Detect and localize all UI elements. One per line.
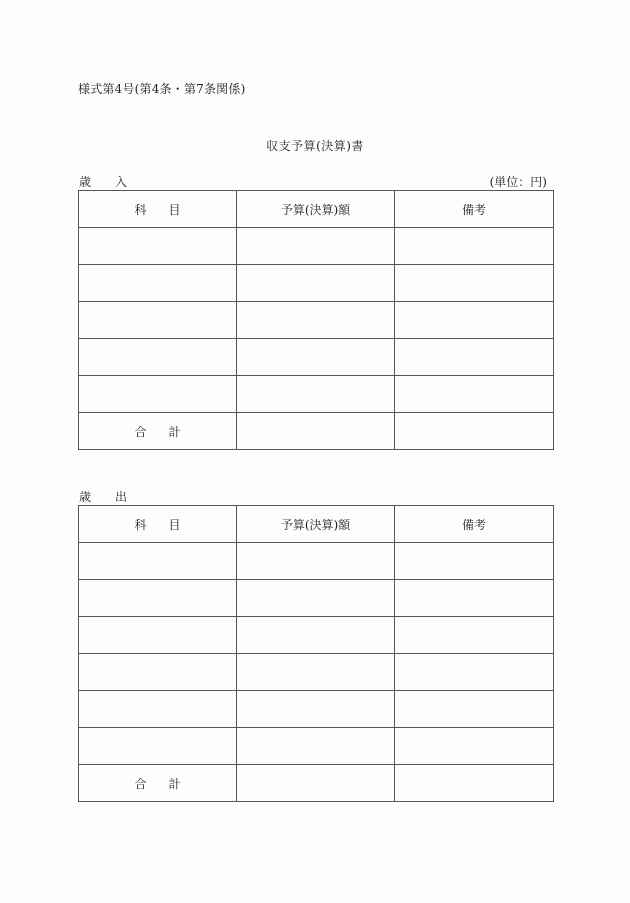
total-amount-cell[interactable] (237, 765, 395, 802)
expense-table (78, 505, 554, 802)
expense-label-part-1: 歳 (79, 490, 92, 504)
header-remarks: 備考 (395, 506, 554, 543)
amount-cell[interactable] (237, 339, 395, 376)
table-row (79, 728, 554, 765)
remarks-cell[interactable] (395, 691, 554, 728)
amount-cell[interactable] (237, 691, 395, 728)
remarks-cell[interactable] (395, 654, 554, 691)
remarks-cell[interactable] (395, 580, 554, 617)
amount-cell[interactable] (237, 617, 395, 654)
header-amount: 予算(決算)額 (237, 506, 395, 543)
table-row (79, 617, 554, 654)
header-item: 科 目 (79, 506, 237, 543)
item-cell[interactable] (79, 302, 237, 339)
item-cell[interactable] (79, 339, 237, 376)
item-cell[interactable] (79, 617, 237, 654)
item-cell[interactable] (79, 580, 237, 617)
table-row (79, 265, 554, 302)
table-row (79, 376, 554, 413)
total-remarks-cell[interactable] (395, 765, 554, 802)
income-header-row (79, 191, 554, 228)
total-remarks-cell[interactable] (395, 413, 554, 450)
expense-label-part-2: 出 (115, 490, 128, 504)
item-cell[interactable] (79, 228, 237, 265)
header-remarks: 備考 (395, 191, 554, 228)
amount-cell[interactable] (237, 228, 395, 265)
income-section-label (79, 173, 127, 190)
document-title: 収支予算(決算)書 (266, 139, 364, 153)
total-label: 合 計 (79, 413, 237, 450)
expense-total-row (79, 765, 554, 802)
remarks-cell[interactable] (395, 376, 554, 413)
remarks-cell[interactable] (395, 265, 554, 302)
table-row (79, 654, 554, 691)
total-amount-cell[interactable] (237, 413, 395, 450)
table-row (79, 691, 554, 728)
item-cell[interactable] (79, 654, 237, 691)
remarks-cell[interactable] (395, 543, 554, 580)
table-row (79, 543, 554, 580)
table-row (79, 580, 554, 617)
unit-label: (単位：円) (489, 175, 547, 189)
remarks-cell[interactable] (395, 728, 554, 765)
item-cell[interactable] (79, 543, 237, 580)
income-label-part-2: 入 (115, 175, 128, 189)
expense-section-label (79, 488, 127, 505)
item-cell[interactable] (79, 728, 237, 765)
income-label-part-1: 歳 (79, 175, 92, 189)
amount-cell[interactable] (237, 376, 395, 413)
remarks-cell[interactable] (395, 339, 554, 376)
expense-header-row (79, 506, 554, 543)
remarks-cell[interactable] (395, 302, 554, 339)
table-row (79, 339, 554, 376)
amount-cell[interactable] (237, 580, 395, 617)
amount-cell[interactable] (237, 302, 395, 339)
item-cell[interactable] (79, 265, 237, 302)
header-item: 科 目 (79, 191, 237, 228)
amount-cell[interactable] (237, 728, 395, 765)
form-number: 様式第4号(第4条・第7条関係) (78, 82, 246, 96)
table-row (79, 228, 554, 265)
remarks-cell[interactable] (395, 228, 554, 265)
table-row (79, 302, 554, 339)
item-cell[interactable] (79, 376, 237, 413)
amount-cell[interactable] (237, 543, 395, 580)
remarks-cell[interactable] (395, 617, 554, 654)
income-table (78, 190, 554, 450)
total-label: 合 計 (79, 765, 237, 802)
amount-cell[interactable] (237, 654, 395, 691)
header-amount: 予算(決算)額 (237, 191, 395, 228)
amount-cell[interactable] (237, 265, 395, 302)
item-cell[interactable] (79, 691, 237, 728)
income-total-row (79, 413, 554, 450)
